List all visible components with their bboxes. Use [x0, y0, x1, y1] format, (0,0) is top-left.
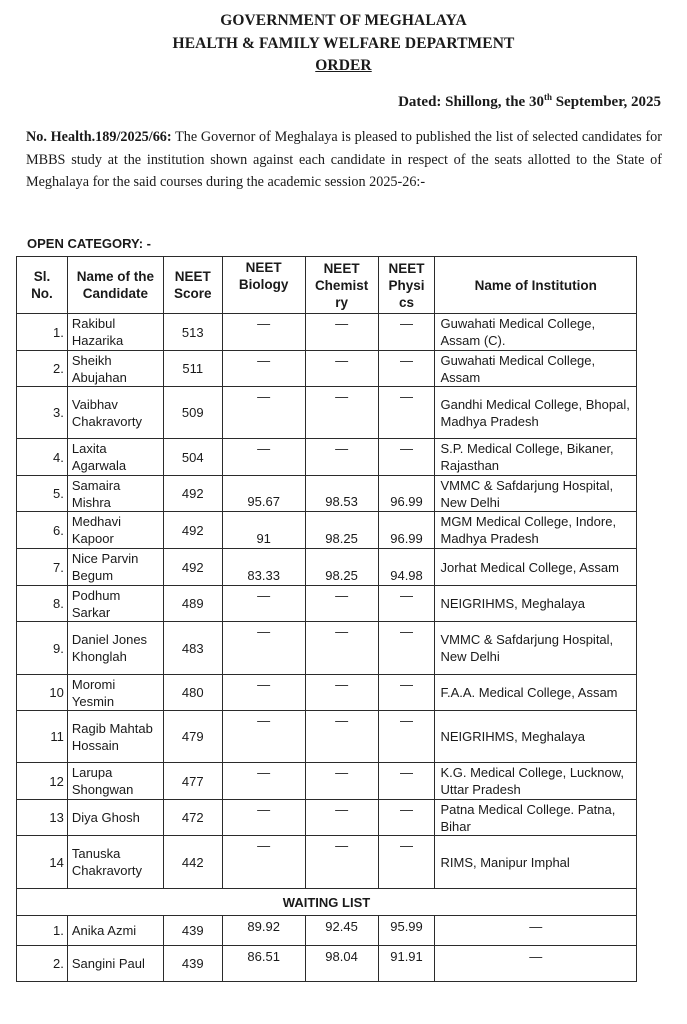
candidate-name: Moromi Yesmin [67, 675, 163, 711]
sl-no: 13 [17, 800, 68, 836]
sl-no: 10 [17, 675, 68, 711]
candidate-name: Samaira Mishra [67, 476, 163, 512]
candidate-name: Podhum Sarkar [67, 586, 163, 622]
neet-score: 489 [163, 586, 222, 622]
institution-name: NEIGRIHMS, Meghalaya [435, 586, 637, 622]
table-header-row [17, 257, 637, 314]
table-row [17, 836, 637, 889]
candidate-name: Tanuska Chakravorty [67, 836, 163, 889]
sl-no: 1. [17, 916, 68, 946]
neet-chemistry: 98.53 [305, 476, 378, 512]
header-sl-no: Sl. No. [17, 257, 68, 314]
neet-score: 439 [163, 916, 222, 946]
dated-line [398, 92, 661, 111]
header-candidate-name: Name of the Candidate [67, 257, 163, 314]
order-number: No. Health.189/2025/66: [26, 129, 172, 145]
neet-score: 483 [163, 622, 222, 675]
institution-name: Guwahati Medical College, Assam (C). [435, 314, 637, 351]
table-row [17, 711, 637, 763]
waiting-list-header-row [17, 889, 637, 916]
header-neet-chemistry: NEET Chemist ry [305, 257, 378, 314]
neet-biology: 86.51 [222, 946, 305, 982]
table-row [17, 512, 637, 549]
neet-biology: — [222, 351, 305, 387]
sl-no: 9. [17, 622, 68, 675]
candidate-name: Nice Parvin Begum [67, 549, 163, 586]
order-text: The Governor of Meghalaya is pleased to published the list of selected candidates for MBBS study at the institution shown against each candidate in respect of the seats allotted to the State of Meghalaya for the said courses during the academic session 2025-26:- [26, 129, 662, 190]
neet-score: 479 [163, 711, 222, 763]
institution-name: — [435, 946, 637, 982]
table-row [17, 586, 637, 622]
table-row [17, 387, 637, 439]
neet-physics: 96.99 [378, 476, 435, 512]
neet-physics: — [378, 763, 435, 800]
sl-no: 2. [17, 351, 68, 387]
neet-chemistry: — [305, 387, 378, 439]
order-paragraph [26, 126, 662, 194]
neet-biology: — [222, 622, 305, 675]
sl-no: 6. [17, 512, 68, 549]
neet-physics: 91.91 [378, 946, 435, 982]
dated-suffix: September, 2025 [551, 94, 661, 110]
dated-prefix: Dated: Shillong, the 30 [398, 94, 544, 110]
neet-chemistry: — [305, 439, 378, 476]
neet-biology: — [222, 675, 305, 711]
neet-physics: — [378, 711, 435, 763]
neet-biology: — [222, 439, 305, 476]
institution-name: Gandhi Medical College, Bhopal, Madhya Pradesh [435, 387, 637, 439]
neet-physics: — [378, 387, 435, 439]
neet-score: 477 [163, 763, 222, 800]
neet-score: 492 [163, 549, 222, 586]
neet-chemistry: — [305, 711, 378, 763]
neet-score: 513 [163, 314, 222, 351]
neet-biology: 89.92 [222, 916, 305, 946]
neet-chemistry: 98.04 [305, 946, 378, 982]
sl-no: 11 [17, 711, 68, 763]
waiting-list-row [17, 946, 637, 982]
dated-sup: th [543, 92, 552, 102]
neet-score: 480 [163, 675, 222, 711]
neet-score: 509 [163, 387, 222, 439]
institution-name: S.P. Medical College, Bikaner, Rajasthan [435, 439, 637, 476]
neet-biology: 91 [222, 512, 305, 549]
neet-chemistry: — [305, 763, 378, 800]
sl-no: 2. [17, 946, 68, 982]
neet-chemistry: 98.25 [305, 549, 378, 586]
sl-no: 4. [17, 439, 68, 476]
institution-name: Patna Medical College. Patna, Bihar [435, 800, 637, 836]
candidate-name: Daniel Jones Khonglah [67, 622, 163, 675]
department-title: HEALTH & FAMILY WELFARE DEPARTMENT [172, 35, 515, 52]
neet-biology: — [222, 314, 305, 351]
candidate-name: Diya Ghosh [67, 800, 163, 836]
neet-biology: 83.33 [222, 549, 305, 586]
sl-no: 12 [17, 763, 68, 800]
neet-chemistry: 98.25 [305, 512, 378, 549]
neet-biology: — [222, 387, 305, 439]
neet-score: 504 [163, 439, 222, 476]
header-neet-score: NEET Score [163, 257, 222, 314]
table-row [17, 351, 637, 387]
header-institution: Name of Institution [435, 257, 637, 314]
table-row [17, 763, 637, 800]
neet-biology: 95.67 [222, 476, 305, 512]
institution-name: MGM Medical College, Indore, Madhya Pradesh [435, 512, 637, 549]
neet-biology: — [222, 836, 305, 889]
sl-no: 1. [17, 314, 68, 351]
neet-physics: 94.98 [378, 549, 435, 586]
neet-physics: — [378, 314, 435, 351]
table-row [17, 439, 637, 476]
institution-name: RIMS, Manipur Imphal [435, 836, 637, 889]
neet-chemistry: — [305, 351, 378, 387]
candidate-name: Sangini Paul [67, 946, 163, 982]
candidates-table [16, 256, 637, 982]
sl-no: 14 [17, 836, 68, 889]
sl-no: 5. [17, 476, 68, 512]
institution-name: NEIGRIHMS, Meghalaya [435, 711, 637, 763]
neet-physics: — [378, 351, 435, 387]
candidate-name: Vaibhav Chakravorty [67, 387, 163, 439]
sl-no: 7. [17, 549, 68, 586]
neet-biology: — [222, 711, 305, 763]
government-title: GOVERNMENT OF MEGHALAYA [220, 12, 467, 29]
neet-biology: — [222, 763, 305, 800]
candidate-name: Medhavi Kapoor [67, 512, 163, 549]
neet-physics: 96.99 [378, 512, 435, 549]
institution-name: — [435, 916, 637, 946]
neet-score: 492 [163, 476, 222, 512]
table-row [17, 675, 637, 711]
candidate-name: Anika Azmi [67, 916, 163, 946]
neet-physics: — [378, 800, 435, 836]
neet-chemistry: — [305, 675, 378, 711]
candidate-name: Sheikh Abujahan [67, 351, 163, 387]
table-row [17, 476, 637, 512]
neet-score: 442 [163, 836, 222, 889]
neet-chemistry: — [305, 314, 378, 351]
institution-name: Jorhat Medical College, Assam [435, 549, 637, 586]
neet-physics: — [378, 675, 435, 711]
institution-name: VMMC & Safdarjung Hospital, New Delhi [435, 622, 637, 675]
neet-biology: — [222, 586, 305, 622]
waiting-list-row [17, 916, 637, 946]
table-row [17, 549, 637, 586]
neet-chemistry: 92.45 [305, 916, 378, 946]
category-label: OPEN CATEGORY: - [27, 236, 151, 251]
table-row [17, 800, 637, 836]
table-row [17, 314, 637, 351]
institution-name: VMMC & Safdarjung Hospital, New Delhi [435, 476, 637, 512]
neet-physics: — [378, 586, 435, 622]
neet-physics: 95.99 [378, 916, 435, 946]
header-neet-biology: NEET Biology [222, 257, 305, 314]
header-neet-physics: NEET Physi cs [378, 257, 435, 314]
neet-chemistry: — [305, 586, 378, 622]
institution-name: K.G. Medical College, Lucknow, Uttar Pradesh [435, 763, 637, 800]
neet-physics: — [378, 622, 435, 675]
candidate-name: Larupa Shongwan [67, 763, 163, 800]
neet-physics: — [378, 836, 435, 889]
candidate-name: Rakibul Hazarika [67, 314, 163, 351]
waiting-list-label: WAITING LIST [17, 889, 637, 916]
neet-score: 439 [163, 946, 222, 982]
candidate-name: Ragib Mahtab Hossain [67, 711, 163, 763]
institution-name: Guwahati Medical College, Assam [435, 351, 637, 387]
neet-physics: — [378, 439, 435, 476]
neet-chemistry: — [305, 622, 378, 675]
sl-no: 3. [17, 387, 68, 439]
institution-name: F.A.A. Medical College, Assam [435, 675, 637, 711]
sl-no: 8. [17, 586, 68, 622]
candidate-name: Laxita Agarwala [67, 439, 163, 476]
neet-score: 511 [163, 351, 222, 387]
neet-biology: — [222, 800, 305, 836]
order-title: ORDER [315, 57, 372, 74]
neet-chemistry: — [305, 800, 378, 836]
neet-chemistry: — [305, 836, 378, 889]
table-row [17, 622, 637, 675]
neet-score: 472 [163, 800, 222, 836]
neet-score: 492 [163, 512, 222, 549]
